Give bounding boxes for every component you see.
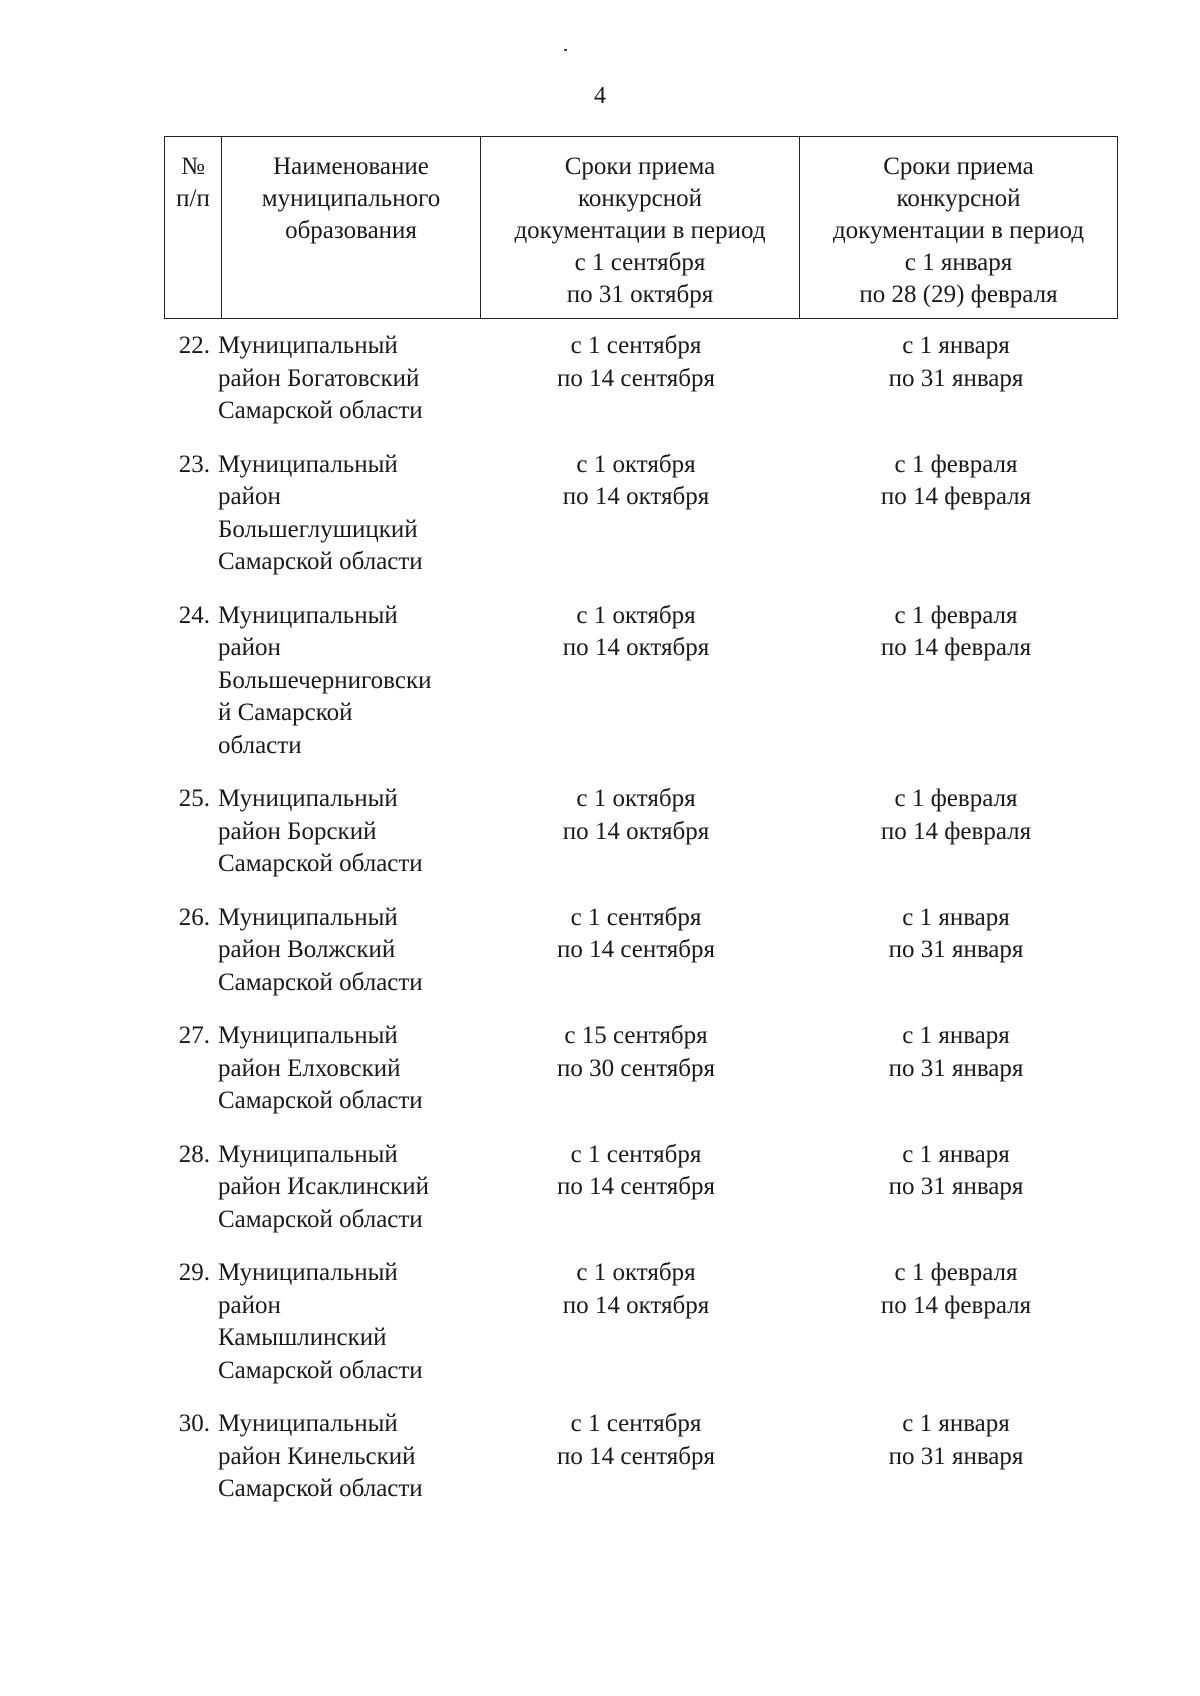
header-period-winter: Сроки приема конкурсной документации в период с 1 января по 28 (29) февраля: [800, 137, 1118, 319]
page-number: 4: [594, 83, 606, 109]
table-row: [164, 1408, 1117, 1506]
row-number: 28.: [178, 1140, 210, 1168]
row-number: 30.: [178, 1410, 210, 1437]
header-name: Наименование муниципального образования: [222, 137, 481, 319]
period-winter: с 1 февраля по 14 февраля: [880, 601, 1032, 661]
municipality-name: Муниципальный район Камышлинский Самарской области: [218, 1259, 423, 1384]
period-winter: с 1 февраля по 14 февраля: [880, 450, 1032, 510]
row-number: 29.: [178, 1259, 210, 1286]
period-winter: с 1 января по 31 января: [888, 1140, 1024, 1200]
period-winter: с 1 января по 31 января: [888, 332, 1024, 392]
period-autumn: с 1 октября по 14 октября: [562, 785, 710, 845]
municipality-name: Муниципальный район Кинельский Самарской области: [218, 1410, 423, 1502]
table-row: [164, 1257, 1117, 1387]
period-autumn: с 1 сентября по 14 сентября: [556, 332, 716, 392]
municipality-name: Муниципальный район Елховский Самарской области: [218, 1022, 423, 1114]
period-autumn: с 1 октября по 14 октября: [562, 450, 710, 510]
period-winter: с 1 января по 31 января: [888, 1022, 1024, 1082]
scan-speck: [564, 49, 567, 51]
period-autumn: с 1 сентября по 14 сентября: [556, 1410, 716, 1470]
row-number: 27.: [178, 1022, 210, 1049]
period-winter: с 1 января по 31 января: [888, 1410, 1024, 1470]
municipality-name: Муниципальный район Богатовский Самарской области: [218, 332, 423, 424]
municipality-name: Муниципальный район Большеглушицкий Самарской области: [218, 450, 423, 575]
header-num: № п/п: [165, 137, 222, 319]
period-autumn: с 1 сентября по 14 сентября: [556, 903, 716, 963]
table-header: [164, 136, 1118, 319]
period-winter: с 1 февраля по 14 февраля: [880, 1259, 1032, 1319]
table-row: [164, 449, 1117, 579]
table-row: [164, 1020, 1117, 1118]
period-autumn: с 1 октября по 14 октября: [562, 1259, 710, 1319]
municipality-name: Муниципальный район Волжский Самарской области: [218, 903, 423, 996]
municipality-name: Муниципальный район Исаклинский Самарской области: [218, 1140, 430, 1233]
period-winter: с 1 февраля по 14 февраля: [880, 785, 1032, 845]
table-row: [164, 330, 1117, 428]
table-row: [164, 1139, 1117, 1237]
municipality-name: Муниципальный район Большечерниговски й Самарской области: [218, 601, 432, 759]
row-number: 24.: [178, 601, 210, 629]
row-number: 25.: [178, 785, 210, 812]
row-number: 22.: [178, 332, 210, 359]
header-period-autumn: Сроки приема конкурсной документации в период с 1 сентября по 31 октября: [481, 137, 800, 319]
table-body: [164, 330, 1117, 1506]
row-number: 26.: [178, 903, 210, 931]
municipality-name: Муниципальный район Борский Самарской области: [218, 785, 423, 877]
header-row: [165, 137, 1118, 319]
table-row: [164, 783, 1117, 881]
table-row: [164, 902, 1117, 1000]
period-autumn: с 1 октября по 14 октября: [562, 601, 710, 661]
period-autumn: с 15 сентября по 30 сентября: [556, 1022, 716, 1082]
period-winter: с 1 января по 31 января: [888, 903, 1024, 963]
period-autumn: с 1 сентября по 14 сентября: [556, 1140, 716, 1200]
table-row: [164, 600, 1117, 763]
row-number: 23.: [178, 450, 210, 478]
